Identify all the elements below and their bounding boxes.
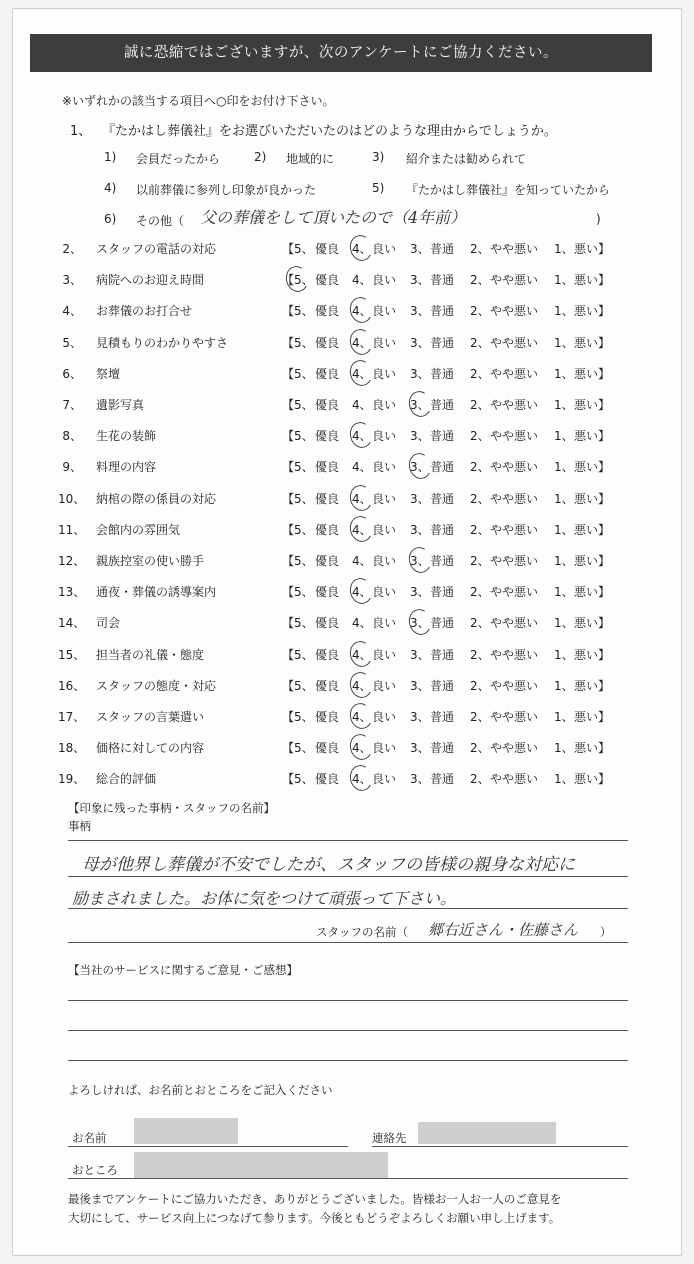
row-number: 9、 xyxy=(62,460,82,475)
rating-row xyxy=(58,770,638,792)
scale-s1n: 1、 xyxy=(554,242,574,256)
q1-opt5-text: 『たかはし葬儀社』を知っていたから xyxy=(406,183,611,197)
scale-s4n: 4、 xyxy=(352,616,372,631)
impression-sub: 事柄 xyxy=(68,819,91,833)
scale-s4: 良い xyxy=(372,710,397,724)
scale-s1n: 1、 xyxy=(554,304,574,319)
row-number: 2、 xyxy=(62,242,82,256)
scale-s2: やや悪い xyxy=(490,429,539,444)
scale-s1: 悪い】 xyxy=(574,491,611,506)
scale-s3: 普通 xyxy=(430,772,455,787)
scale-s4n: 4、 xyxy=(352,678,372,693)
scale-s1n: 1、 xyxy=(554,554,574,568)
scale-s4n: 4、 xyxy=(352,491,372,506)
row-label: 納棺の際の係員の対応 xyxy=(96,491,217,506)
q1-number: 1、 xyxy=(70,124,92,139)
scale-s3: 普通 xyxy=(430,273,455,288)
rating-row xyxy=(58,521,638,543)
scale-s1: 悪い】 xyxy=(574,585,611,600)
scale-s4n: 4、 xyxy=(352,366,372,381)
scale-s2: やや悪い xyxy=(490,647,539,662)
scale-s1n: 1、 xyxy=(554,429,574,444)
scale-s1n: 1、 xyxy=(554,273,574,288)
scale-s2n: 2、 xyxy=(470,678,490,693)
scale-s3: 普通 xyxy=(430,398,455,412)
scale-s5: 優良 xyxy=(315,772,340,787)
scale-s4n: 4、 xyxy=(352,398,372,412)
scale-s1: 悪い】 xyxy=(574,366,611,381)
scale-s2n: 2、 xyxy=(470,460,490,475)
q1-opt3-text: 紹介または勧められて xyxy=(406,152,527,166)
scale-open: 【5、 xyxy=(282,491,314,506)
scale-s5: 優良 xyxy=(315,491,340,506)
scale-s3n: 3、 xyxy=(410,335,430,350)
scale-s4: 良い xyxy=(372,585,397,600)
scale-open: 【5、 xyxy=(282,335,314,350)
scale-open: 【5、 xyxy=(282,554,314,568)
row-number: 17、 xyxy=(58,710,86,724)
scale-open: 【5、 xyxy=(282,366,314,381)
row-number: 8、 xyxy=(62,429,82,444)
scale-s3n: 3、 xyxy=(410,772,430,787)
scale-s3n: 3、 xyxy=(410,460,430,475)
rule xyxy=(68,840,628,841)
scale-s4: 良い xyxy=(372,678,397,693)
row-number: 14、 xyxy=(58,616,86,631)
rule xyxy=(68,1146,348,1147)
row-number: 4、 xyxy=(62,304,82,319)
scale-s2: やや悪い xyxy=(490,741,539,756)
scale-s5: 優良 xyxy=(315,304,340,319)
scale-s3n: 3、 xyxy=(410,710,430,724)
scale-s2: やや悪い xyxy=(490,678,539,693)
scale-s1n: 1、 xyxy=(554,585,574,600)
scale-s1: 悪い】 xyxy=(574,242,611,256)
scale-s3: 普通 xyxy=(430,647,455,662)
scale-s1n: 1、 xyxy=(554,398,574,412)
scale-s5: 優良 xyxy=(315,585,340,600)
rating-row xyxy=(58,708,638,730)
row-label: 会館内の雰囲気 xyxy=(96,522,181,537)
scale-s5: 優良 xyxy=(315,678,340,693)
scale-s4n: 4、 xyxy=(352,304,372,319)
scale-open: 【5、 xyxy=(282,647,314,662)
scale-s1n: 1、 xyxy=(554,616,574,631)
scale-s1n: 1、 xyxy=(554,710,574,724)
rating-row xyxy=(58,396,638,418)
rule xyxy=(68,942,628,943)
rating-row xyxy=(58,334,638,356)
rating-row xyxy=(58,583,638,605)
scale-s3: 普通 xyxy=(430,460,455,475)
scale-s1: 悪い】 xyxy=(574,429,611,444)
row-number: 13、 xyxy=(58,585,86,600)
q1-opt3-num: 3) xyxy=(372,150,385,164)
scale-s3n: 3、 xyxy=(410,491,430,506)
scale-s2n: 2、 xyxy=(470,554,490,568)
scale-open: 【5、 xyxy=(282,616,314,631)
scale-s4n: 4、 xyxy=(352,585,372,600)
q1-opt4-num: 4) xyxy=(104,181,117,195)
rating-row xyxy=(58,271,638,293)
scale-s3n: 3、 xyxy=(410,398,430,412)
scale-s1: 悪い】 xyxy=(574,335,611,350)
row-label: 価格に対しての内容 xyxy=(96,741,205,756)
phone-redacted xyxy=(418,1122,556,1144)
scale-s2: やや悪い xyxy=(490,398,539,412)
row-number: 6、 xyxy=(62,366,82,381)
scale-s1n: 1、 xyxy=(554,460,574,475)
scale-open: 【5、 xyxy=(282,304,314,319)
scale-s3n: 3、 xyxy=(410,554,430,568)
scale-s1n: 1、 xyxy=(554,772,574,787)
scale-s1: 悪い】 xyxy=(574,616,611,631)
staff-close: ） xyxy=(600,925,612,939)
scale-s1: 悪い】 xyxy=(574,772,611,787)
contact-prompt: よろしければ、お名前とおところをご記入ください xyxy=(68,1083,333,1097)
scale-s2n: 2、 xyxy=(470,242,490,256)
scale-s4: 良い xyxy=(372,647,397,662)
scale-s4n: 4、 xyxy=(352,554,372,568)
row-label: スタッフの言葉遣い xyxy=(96,710,205,724)
rating-row xyxy=(58,240,638,262)
scale-s2: やや悪い xyxy=(490,585,539,600)
scale-s1: 悪い】 xyxy=(574,273,611,288)
scale-s3: 普通 xyxy=(430,491,455,506)
address-label: おところ xyxy=(72,1163,118,1177)
scale-s3: 普通 xyxy=(430,335,455,350)
staff-names: 郷右近さん・佐藤さん xyxy=(428,921,579,939)
row-number: 3、 xyxy=(62,273,82,288)
row-number: 10、 xyxy=(58,491,86,506)
scale-s2: やや悪い xyxy=(490,491,539,506)
scale-s4n: 4、 xyxy=(352,647,372,662)
rule xyxy=(68,876,628,877)
scale-s2n: 2、 xyxy=(470,429,490,444)
instruction: ※いずれかの該当する項目へ○印をお付け下さい。 xyxy=(62,94,335,108)
service-heading: 【当社のサービスに関するご意見・ご感想】 xyxy=(68,963,298,977)
scale-s4: 良い xyxy=(372,273,397,288)
row-label: 総合的評価 xyxy=(96,772,157,787)
scale-s2n: 2、 xyxy=(470,772,490,787)
q1-opt6-close: ) xyxy=(596,212,601,226)
q1-opt1-text: 会員だったから xyxy=(136,152,221,166)
scale-s4: 良い xyxy=(372,491,397,506)
rule xyxy=(68,1178,628,1179)
scale-open: 【5、 xyxy=(282,741,314,756)
scale-s4n: 4、 xyxy=(352,335,372,350)
scale-s1n: 1、 xyxy=(554,335,574,350)
staff-label: スタッフの名前（ xyxy=(316,925,408,939)
scale-open: 【5、 xyxy=(282,242,314,256)
scale-open: 【5、 xyxy=(282,460,314,475)
rating-row xyxy=(58,552,638,574)
scale-s4n: 4、 xyxy=(352,273,372,288)
q1-opt1-num: 1) xyxy=(104,150,117,164)
scale-s5: 優良 xyxy=(315,522,340,537)
name-redacted xyxy=(134,1118,238,1144)
impression-line2: 励まされました。お体に気をつけて頑張って下さい。 xyxy=(72,889,457,908)
scale-open: 【5、 xyxy=(282,585,314,600)
rule xyxy=(372,1146,628,1147)
row-label: スタッフの電話の対応 xyxy=(96,242,217,256)
scale-s2: やや悪い xyxy=(490,616,539,631)
impression-heading: 【印象に残った事柄・スタッフの名前】 xyxy=(68,801,275,815)
scale-s5: 優良 xyxy=(315,429,340,444)
scale-s2: やや悪い xyxy=(490,522,539,537)
rule xyxy=(68,1030,628,1031)
scale-s3n: 3、 xyxy=(410,304,430,319)
scale-s4: 良い xyxy=(372,460,397,475)
scale-s5: 優良 xyxy=(315,741,340,756)
scale-s4: 良い xyxy=(372,335,397,350)
scale-s2: やや悪い xyxy=(490,366,539,381)
rule xyxy=(68,908,628,909)
name-label: お名前 xyxy=(72,1131,107,1145)
rule xyxy=(68,1060,628,1061)
scale-s5: 優良 xyxy=(315,710,340,724)
row-label: 担当者の礼儀・態度 xyxy=(96,647,205,662)
scale-s3n: 3、 xyxy=(410,585,430,600)
scale-s2: やや悪い xyxy=(490,460,539,475)
scale-s1: 悪い】 xyxy=(574,398,611,412)
row-number: 18、 xyxy=(58,741,86,756)
row-number: 5、 xyxy=(62,335,82,350)
rating-row xyxy=(58,365,638,387)
scale-s1: 悪い】 xyxy=(574,678,611,693)
scale-s1n: 1、 xyxy=(554,522,574,537)
scale-s3: 普通 xyxy=(430,304,455,319)
scale-s4n: 4、 xyxy=(352,242,372,256)
scale-s4n: 4、 xyxy=(352,429,372,444)
scale-s1: 悪い】 xyxy=(574,460,611,475)
scale-s2: やや悪い xyxy=(490,242,539,256)
scale-s1: 悪い】 xyxy=(574,554,611,568)
scale-open: 【5、 xyxy=(282,522,314,537)
rule xyxy=(68,1000,628,1001)
scale-s2n: 2、 xyxy=(470,522,490,537)
scale-s4n: 4、 xyxy=(352,772,372,787)
scale-s5: 優良 xyxy=(315,273,340,288)
scale-s3: 普通 xyxy=(430,741,455,756)
scale-s2n: 2、 xyxy=(470,398,490,412)
scale-open: 【5、 xyxy=(282,273,314,288)
scale-s3n: 3、 xyxy=(410,366,430,381)
q1-opt6-num: 6) xyxy=(104,212,117,226)
scale-s2: やや悪い xyxy=(490,335,539,350)
scale-s2n: 2、 xyxy=(470,616,490,631)
scale-s2n: 2、 xyxy=(470,491,490,506)
row-label: 料理の内容 xyxy=(96,460,157,475)
scale-s4n: 4、 xyxy=(352,522,372,537)
scale-s2: やや悪い xyxy=(490,273,539,288)
scale-s2n: 2、 xyxy=(470,585,490,600)
scale-s5: 優良 xyxy=(315,242,340,256)
scale-s5: 優良 xyxy=(315,554,340,568)
scale-s1: 悪い】 xyxy=(574,647,611,662)
rating-row xyxy=(58,490,638,512)
scale-s3n: 3、 xyxy=(410,678,430,693)
row-number: 15、 xyxy=(58,647,86,662)
scale-s2n: 2、 xyxy=(470,304,490,319)
row-number: 12、 xyxy=(58,554,86,568)
scale-s4n: 4、 xyxy=(352,460,372,475)
scale-s4: 良い xyxy=(372,772,397,787)
scale-s1n: 1、 xyxy=(554,678,574,693)
scale-s1: 悪い】 xyxy=(574,741,611,756)
scale-s4: 良い xyxy=(372,616,397,631)
rating-row xyxy=(58,614,638,636)
scale-s2: やや悪い xyxy=(490,554,539,568)
scale-open: 【5、 xyxy=(282,678,314,693)
scale-s3: 普通 xyxy=(430,554,455,568)
scale-s2n: 2、 xyxy=(470,647,490,662)
scale-s3: 普通 xyxy=(430,522,455,537)
rating-row xyxy=(58,677,638,699)
impression-line1: 母が他界し葬儀が不安でしたが、スタッフの皆様の親身な対応に xyxy=(82,855,575,875)
scale-s4: 良い xyxy=(372,304,397,319)
row-label: 司会 xyxy=(96,616,121,631)
scale-s3: 普通 xyxy=(430,366,455,381)
scale-s3n: 3、 xyxy=(410,616,430,631)
scale-s1: 悪い】 xyxy=(574,710,611,724)
q1-opt6-text: その他（ xyxy=(136,214,185,228)
scale-s3: 普通 xyxy=(430,710,455,724)
scale-s2: やや悪い xyxy=(490,772,539,787)
scale-s5: 優良 xyxy=(315,335,340,350)
scale-s1n: 1、 xyxy=(554,647,574,662)
scale-s3: 普通 xyxy=(430,616,455,631)
scale-s5: 優良 xyxy=(315,366,340,381)
row-label: 親族控室の使い勝手 xyxy=(96,554,205,568)
scale-s4: 良い xyxy=(372,366,397,381)
scale-s2n: 2、 xyxy=(470,335,490,350)
row-label: お葬儀のお打合せ xyxy=(96,304,193,319)
scale-s3n: 3、 xyxy=(410,647,430,662)
footer-line1: 最後までアンケートにご協力いただき、ありがとうございました。皆様お一人お一人のご意見を xyxy=(68,1192,562,1206)
scale-s1: 悪い】 xyxy=(574,304,611,319)
scale-open: 【5、 xyxy=(282,710,314,724)
q1-opt2-num: 2) xyxy=(254,150,267,164)
row-label: 遺影写真 xyxy=(96,398,145,412)
rating-row xyxy=(58,739,638,761)
rating-row xyxy=(58,458,638,480)
scale-s3: 普通 xyxy=(430,678,455,693)
scale-s2n: 2、 xyxy=(470,710,490,724)
rating-row xyxy=(58,427,638,449)
row-label: 病院へのお迎え時間 xyxy=(96,273,205,288)
scale-s4: 良い xyxy=(372,242,397,256)
scale-s5: 優良 xyxy=(315,398,340,412)
rating-row xyxy=(58,646,638,668)
q1-opt2-text: 地域的に xyxy=(286,152,335,166)
row-number: 11、 xyxy=(58,522,86,537)
row-label: 見積もりのわかりやすさ xyxy=(96,335,229,350)
scale-s3n: 3、 xyxy=(410,273,430,288)
q1-other-handwriting: 父の葬儀をして頂いたので（4年前） xyxy=(200,208,467,227)
q1-opt5-num: 5) xyxy=(372,181,385,195)
footer-line2: 大切にして、サービス向上につなげて参ります。今後ともどうぞよろしくお願い申し上げます。 xyxy=(68,1211,561,1225)
scale-open: 【5、 xyxy=(282,772,314,787)
scale-s4: 良い xyxy=(372,522,397,537)
survey-banner: 誠に恐縮ではございますが、次のアンケートにご協力ください。 xyxy=(30,34,652,72)
scale-s2n: 2、 xyxy=(470,741,490,756)
scale-s2: やや悪い xyxy=(490,710,539,724)
scale-s3: 普通 xyxy=(430,429,455,444)
row-label: スタッフの態度・対応 xyxy=(96,678,217,693)
scale-s5: 優良 xyxy=(315,460,340,475)
scale-s2n: 2、 xyxy=(470,366,490,381)
scale-s4: 良い xyxy=(372,398,397,412)
scale-s4n: 4、 xyxy=(352,710,372,724)
row-label: 通夜・葬儀の誘導案内 xyxy=(96,585,217,600)
row-number: 16、 xyxy=(58,678,86,693)
scale-s4: 良い xyxy=(372,429,397,444)
scale-s1n: 1、 xyxy=(554,741,574,756)
scale-s1n: 1、 xyxy=(554,366,574,381)
scale-s1n: 1、 xyxy=(554,491,574,506)
rating-row xyxy=(58,302,638,324)
scale-s3n: 3、 xyxy=(410,741,430,756)
scale-s4: 良い xyxy=(372,741,397,756)
address-redacted xyxy=(134,1152,388,1178)
scale-s2: やや悪い xyxy=(490,304,539,319)
scale-s2n: 2、 xyxy=(470,273,490,288)
row-number: 7、 xyxy=(62,398,82,412)
scale-s3n: 3、 xyxy=(410,429,430,444)
row-label: 生花の装飾 xyxy=(96,429,157,444)
q1-opt4-text: 以前葬儀に参列し印象が良かった xyxy=(136,183,317,197)
scale-s4n: 4、 xyxy=(352,741,372,756)
scale-s3: 普通 xyxy=(430,242,455,256)
scale-s3n: 3、 xyxy=(410,242,430,256)
row-label: 祭壇 xyxy=(96,366,121,381)
q1-question: 『たかはし葬儀社』をお選びいただいたのはどのような理由からでしょうか。 xyxy=(102,124,557,139)
scale-open: 【5、 xyxy=(282,398,314,412)
scale-s1: 悪い】 xyxy=(574,522,611,537)
phone-label: 連絡先 xyxy=(372,1131,407,1145)
row-number: 19、 xyxy=(58,772,86,787)
scale-s3: 普通 xyxy=(430,585,455,600)
scale-s5: 優良 xyxy=(315,647,340,662)
scale-s4: 良い xyxy=(372,554,397,568)
scale-s3n: 3、 xyxy=(410,522,430,537)
scale-s5: 優良 xyxy=(315,616,340,631)
scale-open: 【5、 xyxy=(282,429,314,444)
